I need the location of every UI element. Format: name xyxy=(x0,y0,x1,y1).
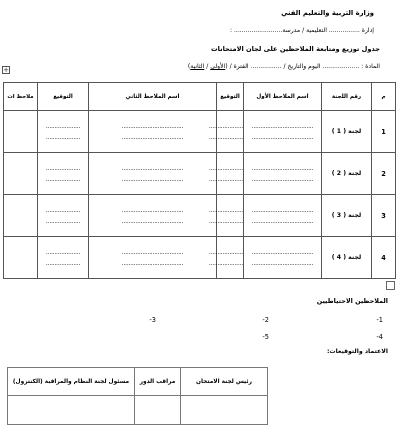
dots-line: .................................... xyxy=(121,217,184,225)
dots-line: .................................... xyxy=(251,122,314,130)
end-of-table-checkbox[interactable] xyxy=(386,281,395,290)
notes-cell[interactable] xyxy=(4,195,38,237)
dots-line: .................... xyxy=(208,175,243,183)
table-row xyxy=(4,153,396,195)
header-committee: رقم اللجنة xyxy=(322,83,372,111)
header-num: م xyxy=(372,83,396,111)
dots-line: .................................... xyxy=(251,133,314,141)
signature2-cell[interactable] xyxy=(38,237,89,279)
observer2-name-cell[interactable] xyxy=(89,237,217,279)
administration-line: إدارة ................ التعليمية / مدرسة......................... : xyxy=(229,27,374,34)
dots-line: .................................... xyxy=(251,248,314,256)
observer2-name-cell[interactable] xyxy=(89,195,217,237)
approval-title: الاعتماد والتوقيعات: xyxy=(326,348,388,355)
row-num: 1 xyxy=(372,111,396,153)
dots-line: .................... xyxy=(45,217,81,225)
signatures-header-row xyxy=(8,368,268,396)
subject-line xyxy=(188,63,380,70)
dots-line: .................... xyxy=(208,206,243,214)
dots-line: .................................... xyxy=(251,259,314,267)
dots-line: .................... xyxy=(45,259,81,267)
observer1-name-cell[interactable] xyxy=(244,153,322,195)
dots-line: .................................... xyxy=(121,133,184,141)
reserve-item-4: 4- xyxy=(376,333,383,341)
notes-cell[interactable] xyxy=(4,111,38,153)
header-observer2-name: اسم الملاحظ الثاني xyxy=(89,83,217,111)
dots-line: .................................... xyxy=(251,175,314,183)
signature2-cell[interactable] xyxy=(38,153,89,195)
table-row xyxy=(4,195,396,237)
dots-line: .................................... xyxy=(121,248,184,256)
dots-line: .................................... xyxy=(121,259,184,267)
dots-line: .................... xyxy=(45,206,81,214)
signature1-cell[interactable] xyxy=(208,237,244,279)
row-num: 4 xyxy=(372,237,396,279)
observer1-name-cell[interactable] xyxy=(244,195,322,237)
dots-line: .................... xyxy=(208,217,243,225)
reserve-item-1: 1- xyxy=(376,316,383,324)
dots-line: .................... xyxy=(45,133,81,141)
dots-line: .................... xyxy=(208,259,243,267)
row-committee: لجنة ( 2 ) xyxy=(322,153,372,195)
period-separator: / xyxy=(204,63,211,70)
signature-header-floor-supervisor: مراقب الدور xyxy=(135,368,181,396)
row-committee: لجنة ( 1 ) xyxy=(322,111,372,153)
reserve-item-2: 2- xyxy=(262,316,269,324)
dots-line: .................................... xyxy=(121,206,184,214)
row-num: 3 xyxy=(372,195,396,237)
subject-suffix: ) xyxy=(187,63,191,70)
signature2-cell[interactable] xyxy=(38,195,89,237)
observer1-name-cell[interactable] xyxy=(244,111,322,153)
signature-header-control-officer: مسئول لجنة النظام والمراقبة (الكنترول) xyxy=(8,368,135,396)
signature-header-exam-head: رئيس لجنة الامتحان xyxy=(181,368,268,396)
notes-cell[interactable] xyxy=(4,237,38,279)
reserve-item-3: 3- xyxy=(149,316,156,324)
observer1-name-cell[interactable] xyxy=(244,237,322,279)
row-num: 2 xyxy=(372,153,396,195)
observer2-name-cell[interactable] xyxy=(89,153,217,195)
dots-line: .................................... xyxy=(251,217,314,225)
document-subtitle: جدول توزيع ومتابعة الملاحظين على لجان الامتحانات xyxy=(211,45,380,53)
signature2-cell[interactable] xyxy=(38,111,89,153)
observer2-name-cell[interactable] xyxy=(89,111,217,153)
reserves-title: الملاحظين الاحتياطيين xyxy=(316,297,388,305)
subject-prefix: المادة : ................... اليوم والتاريخ / ................ الفترة / ( xyxy=(225,63,380,70)
ministry-title: وزارة التربية والتعليم الفني xyxy=(281,9,374,17)
dots-line: .................... xyxy=(208,133,243,141)
dots-line: .................................... xyxy=(251,206,314,214)
dots-line: .................... xyxy=(45,122,81,130)
signature1-cell[interactable] xyxy=(208,195,244,237)
reserve-item-5: 5- xyxy=(262,333,269,341)
header-signature2: التوقيع xyxy=(38,83,89,111)
signature1-cell[interactable] xyxy=(208,111,244,153)
dots-line: .................... xyxy=(45,248,81,256)
dots-line: .................... xyxy=(208,122,243,130)
signatures-table xyxy=(7,367,268,425)
notes-cell[interactable] xyxy=(4,153,38,195)
dots-line: .................... xyxy=(45,175,81,183)
header-notes: ملاحظ ات xyxy=(4,83,38,111)
dots-line: .................... xyxy=(208,164,243,172)
signature-cell-floor-supervisor[interactable] xyxy=(135,396,181,425)
table-header-row xyxy=(4,83,396,111)
header-signature1: التوقيع xyxy=(217,83,244,111)
row-committee: لجنة ( 4 ) xyxy=(322,237,372,279)
signature-cell-control-officer[interactable] xyxy=(8,396,135,425)
move-icon[interactable]: + xyxy=(3,66,9,74)
row-committee: لجنة ( 3 ) xyxy=(322,195,372,237)
dots-line: .................................... xyxy=(251,164,314,172)
dots-line: .................................... xyxy=(121,122,184,130)
observers-table xyxy=(3,82,396,279)
table-row xyxy=(4,111,396,153)
dots-line: .................................... xyxy=(121,164,184,172)
period-second: الثانية xyxy=(190,63,205,70)
signatures-body-row xyxy=(8,396,268,425)
dots-line: .................................... xyxy=(121,175,184,183)
table-row xyxy=(4,237,396,279)
header-observer1-name: اسم الملاحظ الأول xyxy=(244,83,322,111)
signature1-cell[interactable] xyxy=(208,153,244,195)
dots-line: .................... xyxy=(208,248,243,256)
dots-line: .................... xyxy=(45,164,81,172)
period-first: الأولى xyxy=(210,63,226,70)
signature-cell-exam-head[interactable] xyxy=(181,396,268,425)
